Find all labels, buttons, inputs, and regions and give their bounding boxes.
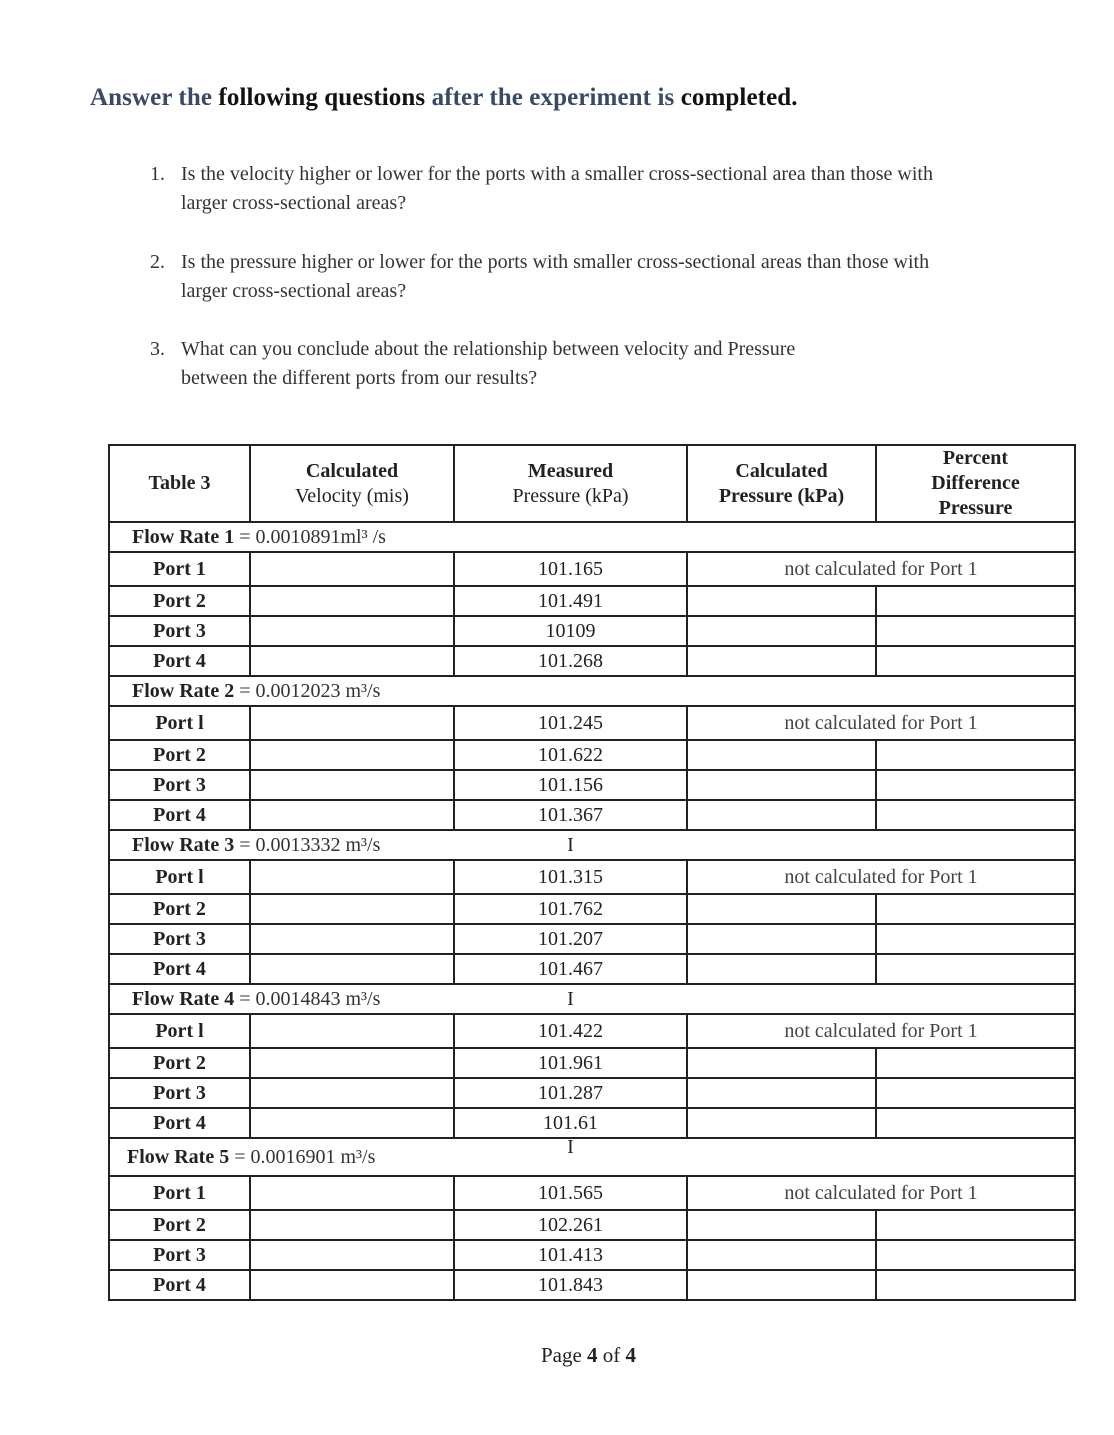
port-name: Port 3 [109, 1078, 250, 1108]
percent-difference-cell[interactable] [876, 800, 1075, 830]
port-name: Port 3 [109, 924, 250, 954]
calculated-pressure-cell[interactable] [687, 586, 876, 616]
table-row [109, 924, 1075, 954]
question-text: Is the velocity higher or lower for the ports with a smaller cross-sectional area than those with larger cross-sectional areas? [181, 163, 933, 214]
calculated-pressure-cell[interactable] [687, 616, 876, 646]
not-calculated-note: not calculated for Port 1 [687, 1014, 1075, 1048]
cursor-mark: I [454, 830, 687, 860]
port-name: Port 2 [109, 1048, 250, 1078]
not-calculated-note: not calculated for Port 1 [687, 552, 1075, 586]
measured-pressure: 101.315 [454, 860, 687, 894]
question-item [150, 160, 970, 218]
table-row [109, 1014, 1075, 1048]
table-row [109, 1078, 1075, 1108]
percent-difference-cell[interactable] [876, 924, 1075, 954]
velocity-cell[interactable] [250, 1210, 454, 1240]
velocity-cell[interactable] [250, 1240, 454, 1270]
velocity-cell[interactable] [250, 1078, 454, 1108]
heading-part-1: Answer the [90, 84, 213, 111]
measured-header-line1: Measured [527, 459, 614, 482]
velocity-cell[interactable] [250, 1014, 454, 1048]
measured-pressure: 101.413 [454, 1240, 687, 1270]
port-name: Port 3 [109, 770, 250, 800]
percent-header-line3: Pressure [938, 497, 1013, 519]
table-row [109, 586, 1075, 616]
calculated-pressure-cell[interactable] [687, 770, 876, 800]
measured-pressure: 101.367 [454, 800, 687, 830]
flow-rate-label: Flow Rate 5 = 0.0016901 m³/s [109, 1138, 454, 1176]
calculated-pressure-cell[interactable] [687, 1210, 876, 1240]
velocity-cell[interactable] [250, 770, 454, 800]
cursor-mark: I [454, 984, 687, 1014]
measured-pressure: 101.467 [454, 954, 687, 984]
velocity-cell[interactable] [250, 1108, 454, 1138]
velocity-cell[interactable] [250, 1270, 454, 1300]
table-row [109, 706, 1075, 740]
port-name: Port 4 [109, 800, 250, 830]
calculated-pressure-cell[interactable] [687, 1078, 876, 1108]
flow-rate-spacer [687, 1138, 1075, 1176]
cursor-mark: I [454, 1138, 687, 1176]
velocity-cell[interactable] [250, 616, 454, 646]
percent-difference-cell[interactable] [876, 894, 1075, 924]
measured-pressure: 101.762 [454, 894, 687, 924]
velocity-cell[interactable] [250, 800, 454, 830]
percent-header [876, 445, 1075, 522]
percent-difference-cell[interactable] [876, 1078, 1075, 1108]
table-row [109, 740, 1075, 770]
not-calculated-note: not calculated for Port 1 [687, 706, 1075, 740]
page-footer [0, 1343, 1114, 1368]
question-item [150, 248, 970, 306]
velocity-cell[interactable] [250, 646, 454, 676]
table-row [109, 1048, 1075, 1078]
question-item [150, 335, 850, 393]
footer-total-pages: 4 [625, 1343, 637, 1367]
measured-pressure: 101.843 [454, 1270, 687, 1300]
velocity-cell[interactable] [250, 586, 454, 616]
footer-page-number: 4 [587, 1343, 598, 1367]
measured-pressure: 101.565 [454, 1176, 687, 1210]
table-row [109, 1240, 1075, 1270]
percent-difference-cell[interactable] [876, 770, 1075, 800]
heading-part-3: after the experiment is [431, 84, 675, 111]
question-number: 1. [150, 163, 165, 185]
measured-pressure: 101.287 [454, 1078, 687, 1108]
flow-rate-label: Flow Rate 2 = 0.0012023 m³/s [109, 676, 454, 706]
port-name: Port l [109, 706, 250, 740]
port-name: Port 4 [109, 1108, 250, 1138]
port-name: Port 2 [109, 586, 250, 616]
measured-pressure: 101.268 [454, 646, 687, 676]
calculated-header-line1: Calculated [735, 459, 828, 482]
percent-difference-cell[interactable] [876, 1210, 1075, 1240]
table-row [109, 1108, 1075, 1138]
velocity-cell[interactable] [250, 740, 454, 770]
measured-pressure: 101.422 [454, 1014, 687, 1048]
flow-rate-row [109, 1138, 1075, 1176]
calculated-header [687, 445, 876, 522]
measured-pressure: 102.261 [454, 1210, 687, 1240]
calculated-pressure-cell[interactable] [687, 800, 876, 830]
measured-pressure: 101.491 [454, 586, 687, 616]
velocity-cell[interactable] [250, 552, 454, 586]
percent-difference-cell[interactable] [876, 954, 1075, 984]
heading-part-4: completed. [680, 84, 798, 111]
results-table [108, 444, 1076, 1301]
measured-pressure: 101.961 [454, 1048, 687, 1078]
velocity-cell[interactable] [250, 706, 454, 740]
port-name: Port 2 [109, 1210, 250, 1240]
velocity-cell[interactable] [250, 1048, 454, 1078]
port-name: Port 4 [109, 646, 250, 676]
flow-rate-row [109, 522, 1075, 552]
percent-header-line1: Percent [942, 447, 1009, 469]
percent-difference-cell[interactable] [876, 1048, 1075, 1078]
velocity-cell[interactable] [250, 860, 454, 894]
velocity-cell[interactable] [250, 954, 454, 984]
port-name: Port l [109, 1014, 250, 1048]
port-name: Port 1 [109, 1176, 250, 1210]
table-row [109, 800, 1075, 830]
table-row [109, 1210, 1075, 1240]
question-number: 2. [150, 251, 165, 273]
flow-rate-spacer [687, 984, 1075, 1014]
percent-difference-cell[interactable] [876, 1270, 1075, 1300]
not-calculated-note: not calculated for Port 1 [687, 860, 1075, 894]
table-row [109, 770, 1075, 800]
table-row [109, 1176, 1075, 1210]
measured-pressure: 101.165 [454, 552, 687, 586]
measured-header-line2: Pressure (kPa) [512, 484, 629, 507]
percent-difference-cell[interactable] [876, 1240, 1075, 1270]
percent-difference-cell[interactable] [876, 646, 1075, 676]
velocity-header-line1: Calculated [305, 459, 399, 482]
table-header-row [109, 445, 1075, 522]
percent-difference-cell[interactable] [876, 616, 1075, 646]
calculated-pressure-cell[interactable] [687, 1108, 876, 1138]
calculated-pressure-cell[interactable] [687, 1048, 876, 1078]
page-heading [90, 84, 798, 112]
percent-difference-cell[interactable] [876, 586, 1075, 616]
velocity-cell[interactable] [250, 924, 454, 954]
table-title: Table 3 [109, 445, 250, 522]
table-row [109, 552, 1075, 586]
port-name: Port 1 [109, 552, 250, 586]
velocity-cell[interactable] [250, 1176, 454, 1210]
calculated-pressure-cell[interactable] [687, 954, 876, 984]
port-name: Port 2 [109, 740, 250, 770]
table-row [109, 860, 1075, 894]
question-text: Is the pressure higher or lower for the ports with smaller cross-sectional areas than those with larger cross-sectional areas? [181, 251, 930, 302]
table-row [109, 954, 1075, 984]
calculated-pressure-cell[interactable] [687, 1270, 876, 1300]
port-name: Port 3 [109, 616, 250, 646]
flow-rate-label: Flow Rate 4 = 0.0014843 m³/s [109, 984, 454, 1014]
table-row [109, 646, 1075, 676]
flow-rate-row [109, 984, 1075, 1014]
flow-rate-row [109, 676, 1075, 706]
question-text: What can you conclude about the relationship between velocity and Pressure between the different ports from our results? [181, 338, 796, 389]
footer-prefix: Page [540, 1343, 582, 1367]
percent-difference-cell[interactable] [876, 740, 1075, 770]
flow-rate-spacer [454, 522, 1075, 552]
velocity-header [250, 445, 454, 522]
percent-difference-cell[interactable] [876, 1108, 1075, 1138]
not-calculated-note: not calculated for Port 1 [687, 1176, 1075, 1210]
port-name: Port l [109, 860, 250, 894]
calculated-pressure-cell[interactable] [687, 1240, 876, 1270]
flow-rate-spacer [454, 676, 1075, 706]
table-row [109, 1270, 1075, 1300]
calculated-pressure-cell[interactable] [687, 646, 876, 676]
port-name: Port 3 [109, 1240, 250, 1270]
table-row [109, 894, 1075, 924]
measured-pressure: 10109 [454, 616, 687, 646]
footer-of: of [602, 1343, 621, 1367]
measured-pressure: 101.207 [454, 924, 687, 954]
calculated-pressure-cell[interactable] [687, 924, 876, 954]
heading-part-2: following questions [218, 84, 426, 111]
measured-pressure: 101.61 [454, 1108, 687, 1138]
calculated-pressure-cell[interactable] [687, 894, 876, 924]
percent-header-line2: Difference [931, 472, 1020, 494]
flow-rate-label: Flow Rate 3 = 0.0013332 m³/s [109, 830, 454, 860]
velocity-cell[interactable] [250, 894, 454, 924]
measured-header [454, 445, 687, 522]
port-name: Port 4 [109, 1270, 250, 1300]
measured-pressure: 101.622 [454, 740, 687, 770]
velocity-header-line2: Velocity (mis) [295, 484, 409, 507]
calculated-pressure-cell[interactable] [687, 740, 876, 770]
calculated-header-line2: Pressure (kPa) [718, 484, 845, 507]
flow-rate-label: Flow Rate 1 = 0.0010891ml³ /s [109, 522, 454, 552]
port-name: Port 2 [109, 894, 250, 924]
table-row [109, 616, 1075, 646]
measured-pressure: 101.156 [454, 770, 687, 800]
measured-pressure: 101.245 [454, 706, 687, 740]
flow-rate-row [109, 830, 1075, 860]
port-name: Port 4 [109, 954, 250, 984]
flow-rate-spacer [687, 830, 1075, 860]
question-number: 3. [150, 338, 165, 360]
